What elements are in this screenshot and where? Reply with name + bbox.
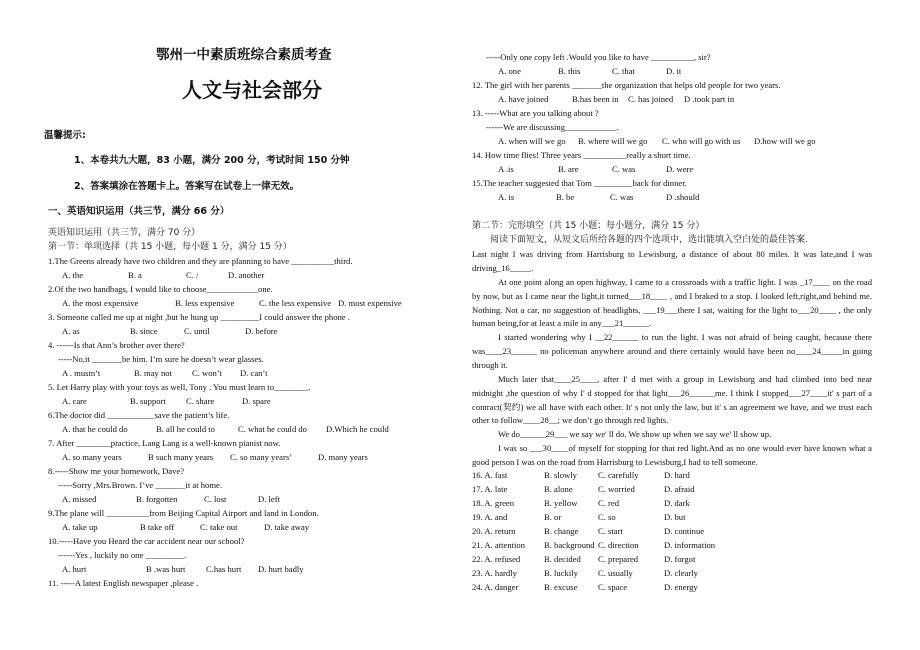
question-8: 8.-----Show me your homework, Dave? [48, 466, 185, 476]
option-choice: D. forgot [664, 554, 696, 564]
question-4: 4. ------Is that Ann’s brother over there? [48, 340, 185, 350]
option-choice: A. one [498, 66, 521, 76]
option-choice: C. that [612, 66, 635, 76]
option-choice: B. less expensive [175, 298, 235, 308]
option-choice: D. most expensive [338, 298, 402, 308]
option-choice: B. or [544, 512, 562, 522]
cloze-option-row [472, 484, 882, 495]
right-question-1: -----Only one copy left .Would you like to have __________, sir? [486, 52, 711, 62]
option-choice: C. / [186, 270, 199, 280]
part1-sub: 英语知识运用（共三节，满分 70 分） [48, 228, 201, 238]
option-choice: C. who will go with us [662, 136, 741, 146]
option-choice: A. hurt [62, 564, 87, 574]
option-choice: A. have joined [498, 94, 549, 104]
option-choice: D.Which he could [326, 424, 389, 434]
cloze-option-row [472, 498, 882, 509]
option-choice: D. take away [264, 522, 310, 532]
question-5-options [44, 396, 454, 407]
question-6: 6.The doctor did ___________save the patient’s life. [48, 410, 230, 420]
option-choice: 20. A. return [472, 526, 516, 536]
right-question-5: 15.The teacher suggested that Tom _________back for dinner. [472, 178, 687, 188]
option-choice: A. missed [62, 494, 97, 504]
option-choice: B. decided [544, 554, 581, 564]
option-choice: C. direction [598, 540, 639, 550]
option-choice: A. that he could do [62, 424, 128, 434]
passage-paragraph: I was so ___30____of myself for stopping for that red light.And as no one would ever have known what a good person I was on the road from Harrisburg to Lewisburg,I had to tell someone. [472, 443, 872, 467]
option-choice: D .should [666, 192, 700, 202]
question-3: 3. Someone called me up at night ,but he hung up _________I could answer the phone . [48, 312, 350, 322]
cloze-option-row [472, 582, 882, 593]
option-choice: B. a [128, 270, 142, 280]
option-choice: A. as [62, 326, 80, 336]
option-choice: B.has been in [572, 94, 619, 104]
option-choice: C. the less expensive [259, 298, 332, 308]
cloze-option-row [472, 554, 882, 565]
option-choice: B. excuse [544, 582, 578, 592]
question-9-options [44, 522, 454, 533]
question-2: 2.Of the two handbags, I would like to choose____________one. [48, 284, 273, 294]
option-choice: D. another [228, 270, 265, 280]
option-choice: B. background [544, 540, 595, 550]
option-choice: D. clearly [664, 568, 698, 578]
option-choice: D. hurt badly [258, 564, 304, 574]
tip-1: 1、本卷共九大题，83 小题，满分 200 分，考试时间 150 分钟 [74, 155, 350, 166]
option-choice: C. usually [598, 568, 633, 578]
paper-title: 人文与社会部分 [182, 78, 322, 102]
passage-paragraph: We do______29___ we say we' ll do. We show up when we say we' ll show up. [498, 429, 772, 439]
option-choice: C. until [184, 326, 210, 336]
option-choice: 18. A. green [472, 498, 515, 508]
option-choice: C. take out [200, 522, 238, 532]
passage-paragraph: Last night I was driving from Harrisburg to Lewisburg, a distance of about 80 miles. It was late,and I was driving_16_____. [472, 249, 872, 273]
option-choice: A .is [498, 164, 514, 174]
option-choice: D. left [258, 494, 280, 504]
option-choice: C. share [186, 396, 215, 406]
option-choice: C. space [598, 582, 628, 592]
question-3-options [44, 326, 454, 337]
right-question-3: 13. -----What are you talking about ? [472, 108, 599, 118]
right-question-4-options [472, 164, 882, 175]
option-choice: D .took part in [684, 94, 735, 104]
option-choice: A. when will we go [498, 136, 566, 146]
question-8-options [44, 494, 454, 505]
cloze-option-row [472, 526, 882, 537]
right-question-4: 14. How time flies! Three years __________really a short time. [472, 150, 691, 160]
option-choice: B. support [130, 396, 166, 406]
question-10-reply: ------Yes , luckily no one _________. [58, 550, 187, 560]
option-choice: D. can’t [240, 368, 268, 378]
option-choice: 19. A. and [472, 512, 508, 522]
option-choice: A . mustn’t [62, 368, 101, 378]
option-choice: C. worried [598, 484, 635, 494]
question-4-options [44, 368, 454, 379]
cloze-option-row [472, 470, 882, 481]
option-choice: D. continue [664, 526, 705, 536]
option-choice: A. is [498, 192, 515, 202]
option-choice: D. information [664, 540, 716, 550]
option-choice: B. be [556, 192, 575, 202]
option-choice: D. spare [242, 396, 271, 406]
part1-title: 一、英语知识运用（共三节，满分 66 分） [48, 206, 230, 217]
option-choice: B. luckily [544, 568, 578, 578]
cloze-option-row [472, 568, 882, 579]
option-choice: B. alone [544, 484, 573, 494]
right-question-2: 12. The girl with her parents _______the organization that helps old people for two years. [472, 80, 781, 90]
option-choice: D. but [664, 512, 686, 522]
right-question-2-options [472, 94, 882, 105]
passage-paragraph: At one point along an open highway, I came to a crossroads with a traffic light. I was _17____ on the road by now, but as I came near the light,it turned___18____ , and I braked to a stop. I looked left,right,and behind me. Nothing. Not a car, no suggestion of headlights, ___19___there I sat, waiting for the light to___20____ , the only human being,for at least a mile in any___21______. [472, 277, 872, 329]
option-choice: C. red [598, 498, 620, 508]
right-question-5-options [472, 192, 882, 203]
passage-paragraph: Much later that____25____, after I' d met with a group in Lewisburg and had climbed into bed near midnight ,the question of why I' d stopped for that light___26______me. I think I stopped___27____it' s part of a contract(契约) we all have with each other. It' s not only the law, but it' s an agreement we have, and we trust each other to follow____28__; we don’t go through red lights. [472, 374, 872, 426]
question-9: 9.The plane will __________from Beijing Capital Airport and land in London. [48, 508, 319, 518]
section2-title: 第二节：完形填空（共 15 小题；每小题分，满分 15 分） [472, 221, 705, 231]
school-title: 鄂州一中素质班综合素质考查 [156, 47, 332, 63]
option-choice: B. since [130, 326, 158, 336]
option-choice: B. where will we go [578, 136, 648, 146]
passage-paragraph: I started wondering why I __22______ to run the light. I was not afraid of being caught, because there was____23______ no policeman anywhere around and there certainly would have been no____24_____in going through it. [472, 332, 872, 370]
question-8-reply: -----Sorry ,Mrs.Brown. I’ve _______it at home. [58, 480, 222, 490]
question-7: 7. After ________practice, Lang Lang is a well-known pianist now. [48, 438, 281, 448]
option-choice: C. so [598, 512, 616, 522]
option-choice: B. all he could to [156, 424, 215, 434]
option-choice: A. take up [62, 522, 98, 532]
option-choice: D. it [666, 66, 682, 76]
option-choice: B .was hurt [146, 564, 186, 574]
option-choice: B. change [544, 526, 579, 536]
option-choice: 22. A. refused [472, 554, 521, 564]
section1-title: 第一节：单项选择（共 15 小题，每小题 1 分，满分 15 分） [48, 242, 292, 252]
question-7-options [44, 452, 454, 463]
option-choice: B. this [558, 66, 581, 76]
option-choice: B. are [558, 164, 579, 174]
option-choice: C. was [612, 164, 636, 174]
section2-instruction: 阅读下面短文，从短文后所给各题的四个选项中，选出能填入空白处的最佳答案. [490, 235, 808, 245]
option-choice: B such many years [148, 452, 214, 462]
option-choice: D. afraid [664, 484, 695, 494]
option-choice: A. the most expensive [62, 298, 139, 308]
question-10-options [44, 564, 454, 575]
question-11: 11. -----A latest English newspaper ,please . [48, 578, 199, 588]
option-choice: C. carefully [598, 470, 639, 480]
question-10: 10.-----Have you Heard the car accident near our school? [48, 536, 245, 546]
option-choice: D. many years [318, 452, 368, 462]
option-choice: 17. A. late [472, 484, 508, 494]
right-question-3-options [472, 136, 882, 147]
option-choice: C. won’t [192, 368, 222, 378]
option-choice: D.how will we go [754, 136, 816, 146]
option-choice: C. start [598, 526, 623, 536]
option-choice: 23. A. hardly [472, 568, 517, 578]
option-choice: B. forgotten [136, 494, 178, 504]
option-choice: C. so many years’ [230, 452, 293, 462]
question-1: 1.The Greens already have two children and they are planning to have __________third. [48, 256, 353, 266]
option-choice: D. dark [664, 498, 690, 508]
option-choice: D. hard [664, 470, 690, 480]
option-choice: B take off [140, 522, 175, 532]
option-choice: 21. A. attention [472, 540, 525, 550]
option-choice: A. so many years [62, 452, 122, 462]
option-choice: 24. A. danger [472, 582, 519, 592]
tips-title: 温馨提示: [44, 130, 86, 141]
option-choice: C. has joined [628, 94, 674, 104]
option-choice: C. lost [204, 494, 227, 504]
option-choice: C. prepared [598, 554, 639, 564]
option-choice: B. yellow [544, 498, 578, 508]
option-choice: C. was [610, 192, 634, 202]
option-choice: A. the [62, 270, 84, 280]
option-choice: C. what he could do [238, 424, 307, 434]
option-choice: B. slowly [544, 470, 577, 480]
question-4-reply: -----No,it _______be him. I’m sure he doesn’t wear glasses. [58, 354, 264, 364]
option-choice: B. may not [134, 368, 172, 378]
right-question-1-options [472, 66, 882, 77]
question-5: 5. Let Harry play with your toys as well, Tony . You must learn to________. [48, 382, 311, 392]
cloze-option-row [472, 540, 882, 551]
question-6-options [44, 424, 454, 435]
option-choice: C.has hurt [206, 564, 242, 574]
tip-2: 2、答案填涂在答题卡上。答案写在试卷上一律无效。 [74, 181, 300, 192]
cloze-option-row [472, 512, 882, 523]
option-choice: D. energy [664, 582, 698, 592]
question-2-options [44, 298, 454, 309]
right-question-3-reply: ------We are discussing____________. [486, 122, 619, 132]
option-choice: D. were [666, 164, 694, 174]
option-choice: D. before [245, 326, 278, 336]
option-choice: 16. A. fast [472, 470, 508, 480]
question-1-options [44, 270, 454, 281]
option-choice: A. care [62, 396, 87, 406]
